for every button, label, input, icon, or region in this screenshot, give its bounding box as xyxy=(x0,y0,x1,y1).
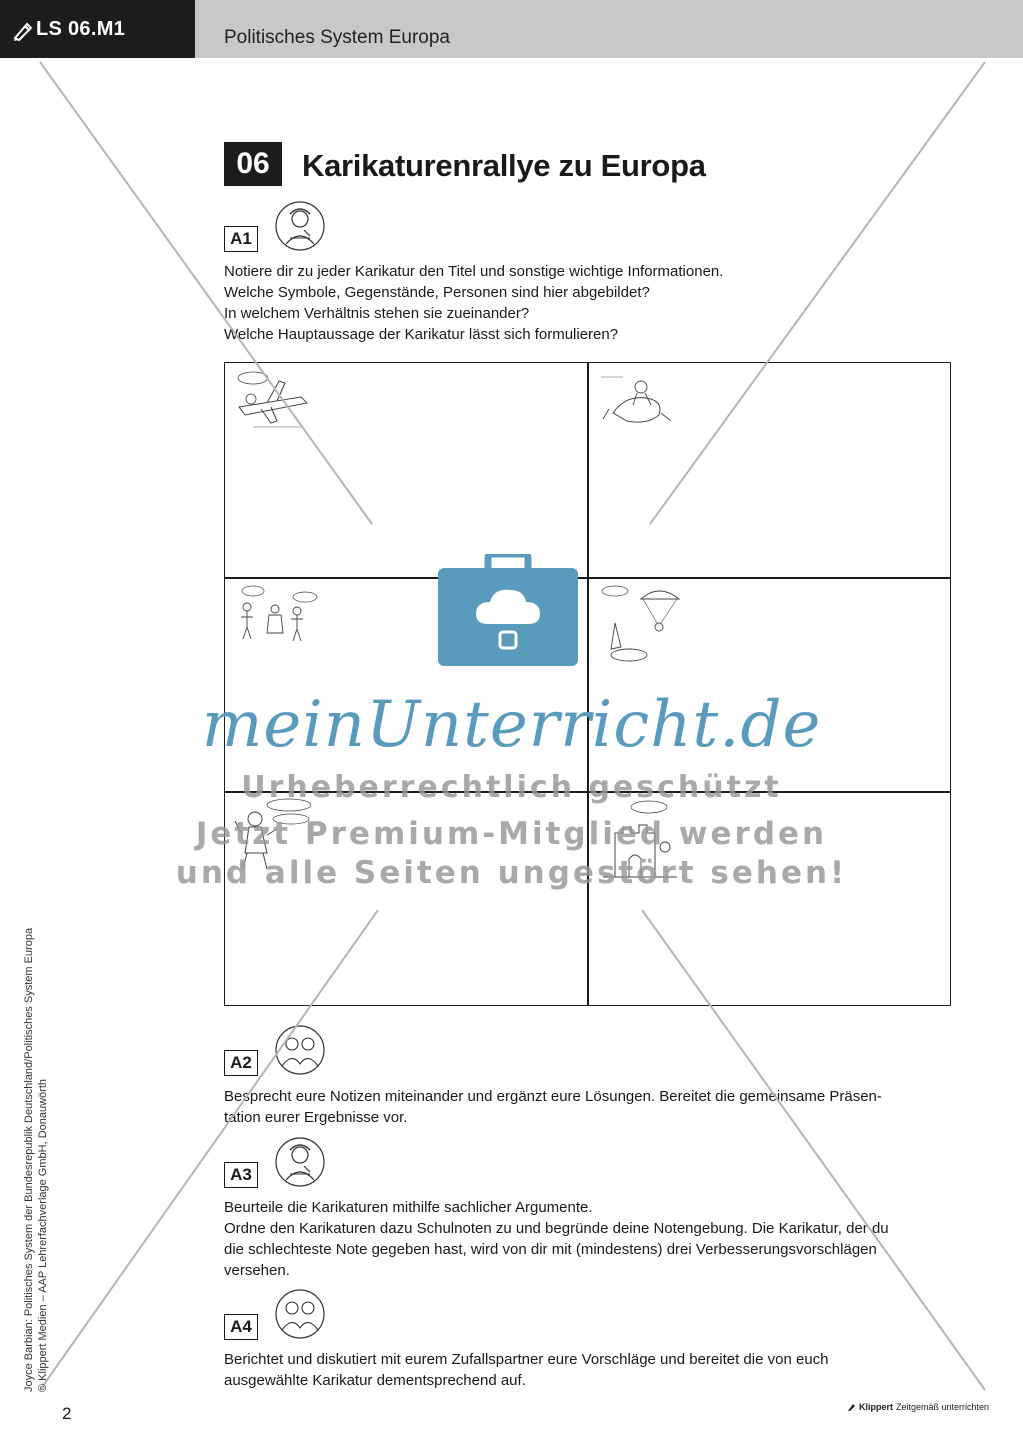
single-student-writing-icon xyxy=(274,1136,326,1188)
task-line: Welche Symbole, Gegenstände, Personen sind hier abgebildet? xyxy=(224,284,650,301)
task-line: die schlechteste Note gegeben hast, wird von dir mit (mindestens) drei Verbesserungsvorschlägen xyxy=(224,1241,877,1258)
watermark-copyright: Urheberrechtlich geschützt xyxy=(241,770,782,805)
pencil-icon xyxy=(12,20,34,42)
task-text-a2 xyxy=(224,1086,952,1128)
bull-rider-cartoon-icon xyxy=(597,369,677,431)
task-line: Besprecht eure Notizen miteinander und ergänzt eure Lösungen. Bereitet die gemeinsame Präsen- xyxy=(224,1088,882,1105)
page-title: Karikaturenrallye zu Europa xyxy=(302,148,706,183)
credit-line: © Klippert Medien – AAP Lehrerfachverlage GmbH, Donauwörth xyxy=(37,1078,49,1392)
task-label-a2: A2 xyxy=(224,1050,258,1076)
task-line: In welchem Verhältnis stehen sie zueinander? xyxy=(224,305,530,322)
task-line: Beurteile die Karikaturen mithilfe sachlicher Argumente. xyxy=(224,1199,593,1216)
grid-divider-vertical xyxy=(587,363,589,1005)
task-line: tation eurer Ergebnisse vor. xyxy=(224,1109,408,1126)
task-line: Berichtet und diskutiert mit eurem Zufallspartner eure Vorschläge und bereitet die von euch xyxy=(224,1351,829,1368)
parachute-cartoon-icon xyxy=(597,583,683,667)
task-line: Notiere dir zu jeder Karikatur den Titel und sonstige wichtige Informationen. xyxy=(224,263,724,280)
copyright-credit xyxy=(22,912,50,1392)
brand-name: Klippert xyxy=(859,1402,894,1412)
header-title: Politisches System Europa xyxy=(224,27,450,48)
section-number: 06 xyxy=(224,142,282,186)
grid-divider-horizontal xyxy=(225,577,950,579)
task-label-a1: A1 xyxy=(224,226,258,252)
klippert-logo-icon xyxy=(847,1403,856,1412)
task-line: Ordne den Karikaturen dazu Schulnoten zu und begründe deine Notengebung. Die Karikatur, der du xyxy=(224,1220,889,1237)
header-badge xyxy=(0,0,195,58)
pair-students-icon xyxy=(274,1288,326,1340)
watermark-brand: meinUnterricht.de xyxy=(201,688,822,762)
brand-slogan: Zeitgemäß unterrichten xyxy=(896,1402,990,1412)
task-label-a4: A4 xyxy=(224,1314,258,1340)
pair-students-icon xyxy=(274,1024,326,1076)
task-text-a3 xyxy=(224,1197,952,1281)
credit-line: Joyce Barbian: Politisches System der Bundesrepublik Deutschland/Politisches System Europa xyxy=(23,927,35,1392)
single-student-writing-icon xyxy=(274,200,326,252)
briefcase-icon xyxy=(438,554,578,666)
task-text-a1 xyxy=(224,261,952,345)
task-line: versehen. xyxy=(224,1262,290,1279)
task-text-a4 xyxy=(224,1349,952,1391)
task-label-a3: A3 xyxy=(224,1162,258,1188)
task-line: ausgewählte Karikatur dementsprechend auf. xyxy=(224,1372,526,1389)
page-number: 2 xyxy=(62,1404,72,1423)
watermark-unlock: und alle Seiten ungestört sehen! xyxy=(175,855,848,891)
material-code: LS 06.M1 xyxy=(36,17,126,40)
task-line: Welche Hauptaussage der Karikatur lässt sich formulieren? xyxy=(224,326,619,343)
caricature-grid xyxy=(224,362,951,1006)
footer-brand xyxy=(847,1402,989,1412)
three-figures-cartoon-icon xyxy=(231,585,323,645)
header-bar xyxy=(0,0,1023,58)
watermark-premium: Jetzt Premium-Mitglied werden xyxy=(195,816,828,852)
airplane-cartoon-icon xyxy=(231,369,315,431)
